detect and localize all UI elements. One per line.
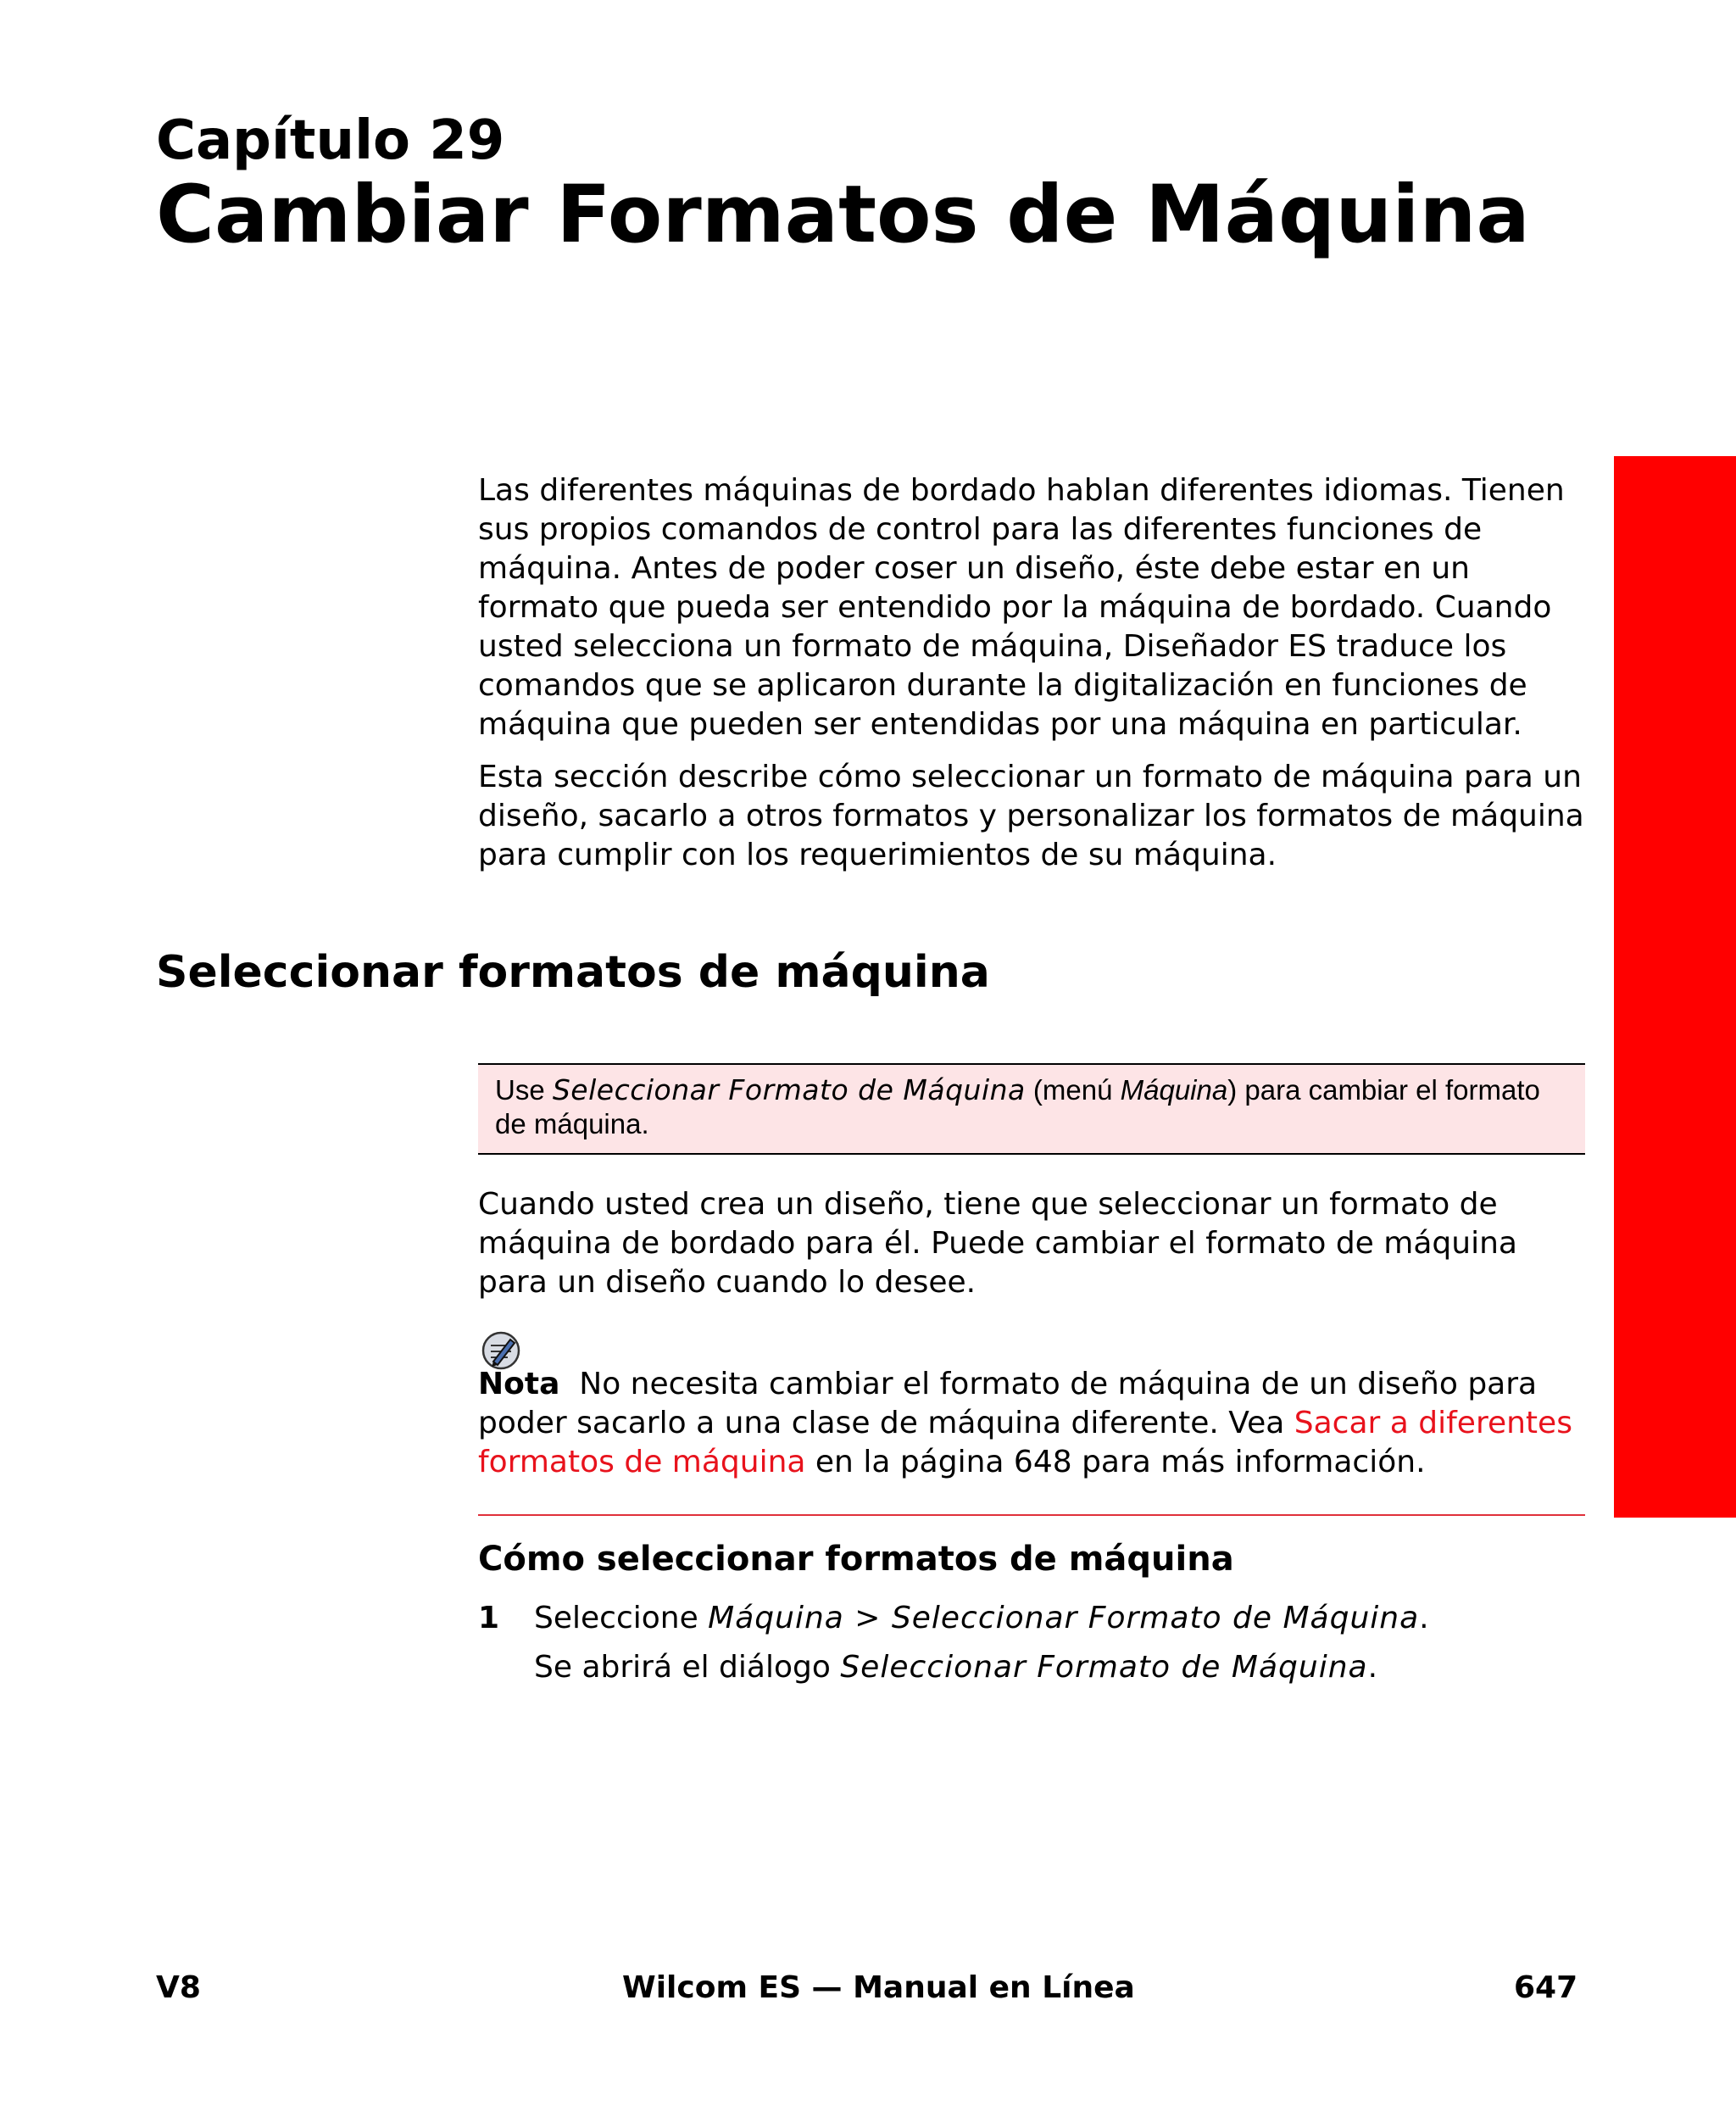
intro-paragraph-2: Esta sección describe cómo seleccionar un formato de máquina para un diseño, sacarlo a otros formatos y personalizar los formatos de máquina para cumplir con los requerimientos de su máquina.: [478, 760, 1584, 872]
intro-paragraph-1: Las diferentes máquinas de bordado hablan diferentes idiomas. Tienen sus propios comandos de control para las diferentes funciones de máquina. Antes de poder coser un diseño, éste debe estar en un formato que pueda ser entendido por la máquina de bordado. Cuando usted selecciona un formato de máquina, Diseñador ES traduce los comandos que se aplicaron durante la digitalización en funciones de máquina que pueden ser entendidas por una máquina en particular.: [478, 473, 1565, 742]
command-menu-name: Máquina: [1120, 1074, 1228, 1106]
note-block: [478, 1365, 1585, 1482]
note-cross-reference-link[interactable]: Sacar a diferentes formatos de máquina: [478, 1406, 1572, 1479]
footer-page-number: 647: [1514, 1970, 1578, 2005]
step-instruction: [534, 1599, 1429, 1638]
result-end: .: [1367, 1650, 1378, 1685]
chapter-title: Cambiar Formatos de Máquina: [156, 169, 1530, 261]
footer-title: Wilcom ES — Manual en Línea: [622, 1970, 1135, 2005]
howto-heading: Cómo seleccionar formatos de máquina: [478, 1540, 1234, 1579]
command-mid: (menú: [1025, 1074, 1121, 1106]
step-number: 1: [478, 1601, 500, 1635]
result-text: Se abrirá el diálogo: [534, 1650, 841, 1685]
chapter-label: Capítulo 29: [156, 109, 505, 172]
footer-version: V8: [156, 1970, 201, 2005]
section-heading: Seleccionar formatos de máquina: [156, 947, 990, 998]
step-end: .: [1419, 1601, 1429, 1635]
chapter-side-tab: [1614, 456, 1736, 1518]
result-dialog-name: Seleccionar Formato de Máquina: [840, 1650, 1368, 1685]
command-prefix: Use: [495, 1074, 553, 1106]
note-text-after: en la página 648 para más información.: [805, 1445, 1426, 1479]
step-text: Seleccione: [534, 1601, 709, 1635]
step-result: [534, 1648, 1377, 1687]
section-body: [478, 1185, 1585, 1302]
intro-section: [478, 471, 1585, 875]
note-divider: [478, 1514, 1585, 1516]
command-tool-name: Seleccionar Formato de Máquina: [552, 1073, 1026, 1106]
note-text-before: No necesita cambiar el formato de máquina de un diseño para poder sacarlo a una clase de máquina diferente. Vea: [478, 1367, 1547, 1440]
section-paragraph: Cuando usted crea un diseño, tiene que seleccionar un formato de máquina de bordado para él. Puede cambiar el formato de máquina para un diseño cuando lo desee.: [478, 1187, 1517, 1300]
command-box: [478, 1063, 1585, 1155]
step-menu-path: Máquina > Seleccionar Formato de Máquina: [708, 1601, 1420, 1635]
note-label: Nota: [478, 1367, 560, 1401]
command-suffix: ) para cambiar el formato de máquina.: [495, 1074, 1540, 1139]
